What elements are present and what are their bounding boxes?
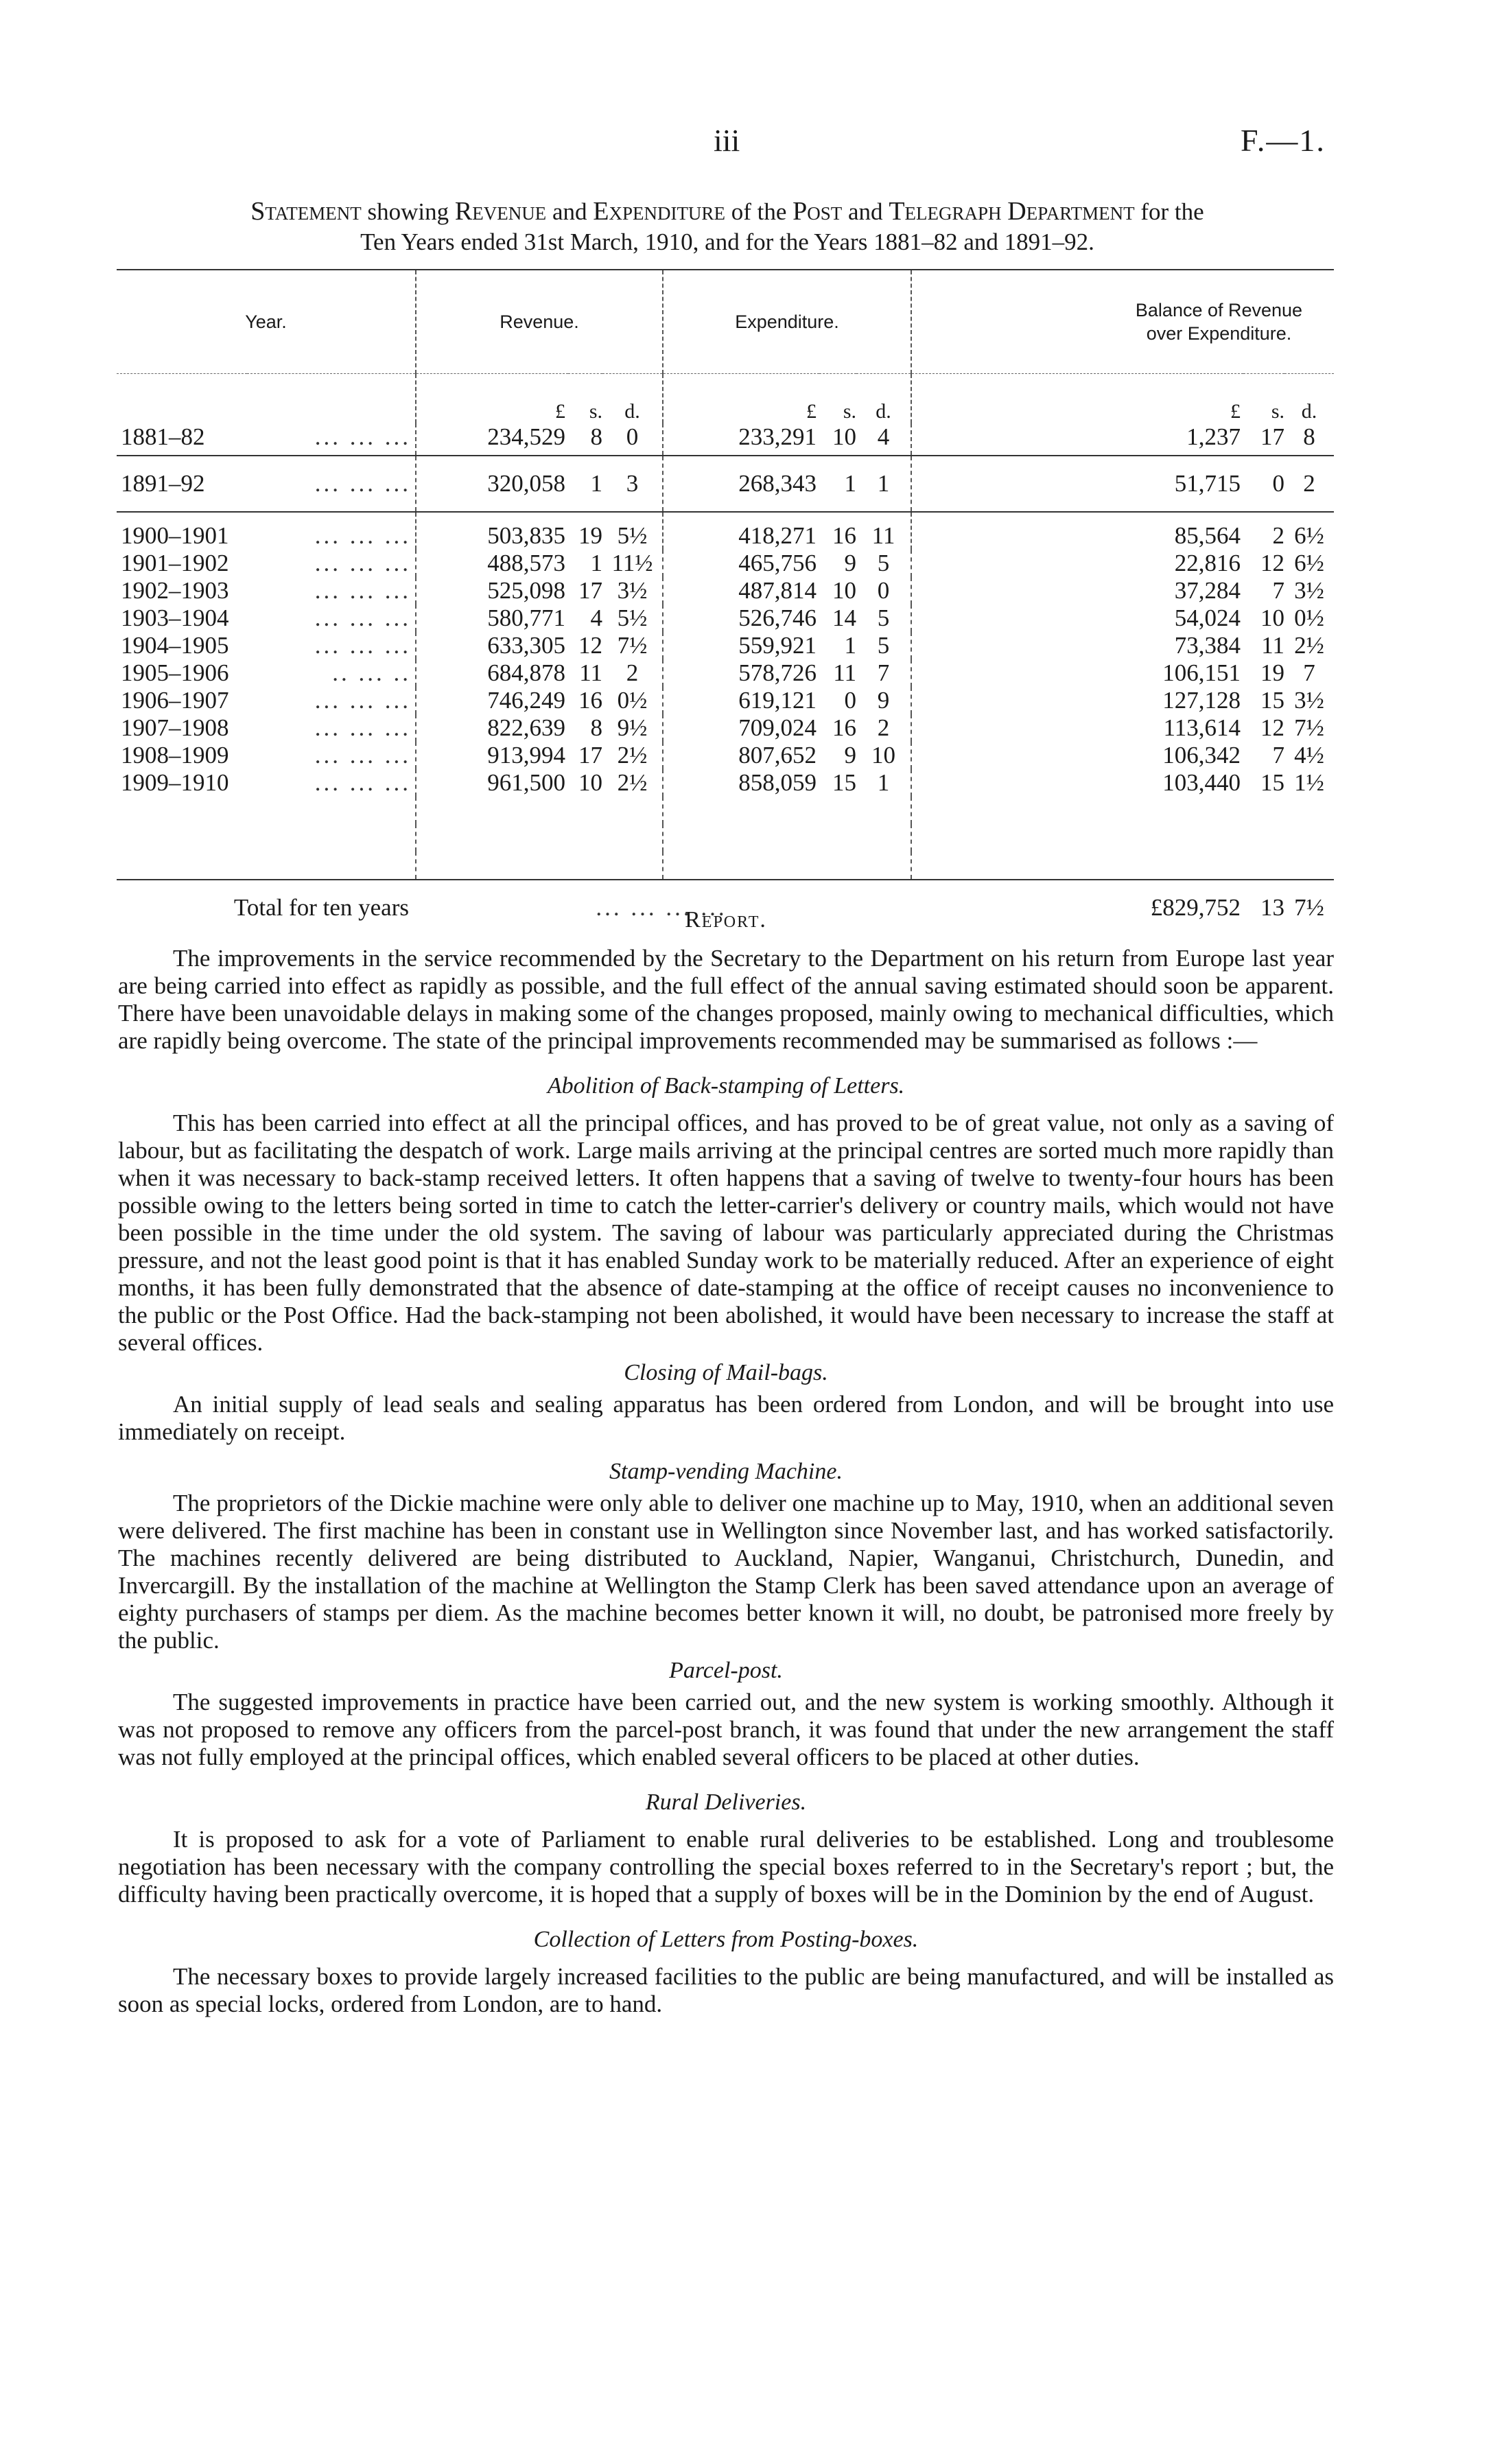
table-cell: 1 [856,769,911,797]
table-cell: 1905–1906 [121,659,229,686]
table-row [117,797,1334,824]
table-cell: 503,835 [487,522,565,549]
table-cell: 709,024 [738,714,817,741]
table-cell: 487,814 [738,577,817,604]
table-cell: 684,878 [487,659,565,686]
table-cell: 619,121 [738,687,817,714]
section-paragraph: An initial supply of lead seals and sealing apparatus has been ordered from London, and will be brought into use immediately on receipt. [118,1391,1334,1445]
section-heading: Rural Deliveries. [645,1790,807,1815]
report-heading: Report. [685,907,767,932]
table-cell: 11 [579,659,602,686]
table-cell: 9 [844,550,856,576]
table-cell: 1½ [1294,769,1324,796]
table-row [117,632,1334,659]
header-balance: Balance of Revenue over Expenditure. [911,270,1334,374]
table-cell: 2½ [602,742,663,769]
table-cell: 19 [1260,659,1284,686]
table-cell: 1900–1901 [121,522,229,549]
table-cell: 7 [1272,577,1284,604]
table-row [117,423,1334,456]
table-cell [416,824,568,852]
table-cell: 525,098 [487,577,565,604]
table-cell: 16 [832,714,856,741]
table-cell: 0 [602,423,663,456]
table-cell: 2 [856,714,911,742]
table-cell: 465,756 [738,550,817,576]
table-cell: ... ... ... [247,577,416,605]
table-row [117,605,1334,632]
table-row [117,742,1334,769]
table-cell: 113,614 [1163,714,1241,741]
table-row [117,824,1334,852]
table-cell: 1904–1905 [121,632,229,659]
table-cell: 233,291 [738,423,817,450]
table-cell: 9 [856,687,911,714]
table-cell: 268,343 [663,456,819,512]
table-cell: ... ... ... [247,742,416,769]
table-cell: 320,058 [416,456,568,512]
page-reference: F.—1. [1241,123,1326,158]
table-row [117,550,1334,577]
table-cell: 1 [590,550,602,576]
table-cell: 106,342 [1162,742,1241,768]
table-cell: 54,024 [1174,605,1241,631]
table-cell: ... ... ... [247,605,416,632]
table-cell: 1 [844,632,856,659]
table-cell: 0 [844,687,856,714]
table-cell [911,824,1243,852]
table-cell [663,852,819,880]
table-cell: £ [1230,400,1241,423]
table-cell: 11 [856,512,911,550]
table-cell: 11 [1261,632,1284,659]
section-paragraph: It is proposed to ask for a vote of Parliament to enable rural deliveries to be established. Long and troublesome negotiation has been necessary with the company controlling the special boxes referred to in the Secretary's report ; but, the difficulty having been practically overcome, it is hoped that a supply of boxes will be in the Dominion by the end of August. [118,1826,1334,1908]
table-cell: 7 [1272,742,1284,768]
table-cell [117,374,416,424]
table-cell: 17 [578,577,602,604]
table-header-row [117,270,1334,374]
table-cell: 1891–92 [117,456,247,512]
table-cell: 7½ [602,632,663,659]
table-cell: ... ... ... [247,687,416,714]
table-cell: 10 [1260,605,1284,631]
table-cell: .. ... .. [247,659,416,687]
report-section [118,895,1334,2018]
table-cell: 1 [819,456,856,512]
table-cell: 858,059 [738,769,817,796]
table-cell: 0½ [602,687,663,714]
table-cell: 1901–1902 [121,550,229,576]
table-cell: 4 [590,605,602,631]
table-cell: 14 [832,605,856,631]
table-cell: 1906–1907 [121,687,229,714]
table-cell: 633,305 [487,632,565,659]
table-cell [856,797,911,824]
table-cell [416,797,568,824]
table-cell: £ [806,400,817,423]
table-row [117,852,1334,880]
header-year: Year. [117,270,416,374]
report-intro: The improvements in the service recommended by the Secretary to the Department on his return from Europe last year are being carried into effect as rapidly as possible, and the full effect of the annual saving estimated should soon be apparent. There have been unavoidable delays in making some of the changes proposed, mainly owing to mechanical difficulties, which are rapidly being overcome. The state of the principal improvements recommended may be summarised as follows :— [118,945,1334,1054]
table-cell: 11½ [602,550,663,577]
table-cell: 1,237 [1186,423,1241,450]
page-number: iii [714,123,740,158]
table-cell: 1903–1904 [121,605,229,631]
table-cell: 11 [833,659,856,686]
table-cell [117,797,247,824]
table-cell: 22,816 [1174,550,1241,576]
table-cell [856,852,911,880]
section-heading: Abolition of Back-stamping of Letters. [547,1073,905,1099]
table-cell: 3½ [602,577,663,605]
table-cell [1243,824,1284,852]
section-paragraph: The proprietors of the Dickie machine were only able to deliver one machine up to May, 1910, when an additional seven were delivered. The first machine has been in constant use in Wellington since November last, and has worked satisfactorily. The machines recently delivered are being distributed to Auckland, Napier, Wanganui, Christchurch, Dunedin, and Invercargill. By the installation of the machine at Wellington the Stamp Clerk has been saved attendance upon an average of eighty purchasers of stamps per diem. As the machine becomes better known it will, no doubt, be patronised more freely by the public. [118,1490,1334,1654]
section-paragraph: The suggested improvements in practice have been carried out, and the new system is working smoothly. Although it was not proposed to remove any officers from the parcel-post branch, it was found that under the new arrangement the staff was not fully employed at the principal offices, which enabled several officers to be placed at other duties. [118,1689,1334,1770]
section-paragraph: This has been carried into effect at all the principal offices, and has proved to be of great value, not only as a saving of labour, but as facilitating the despatch of work. Large mails arriving at the principal centres are sorted much more rapidly than when it was necessary to back-stamp received letters. It often happens that a saving of twelve to twenty-four hours has been possible owing to the letters being sorted in time to catch the letter-carrier's delivery or country mails, which would not have been possible in the time under the old system. The saving of labour was particularly appreciated during the Christmas pressure, and not the least good point is that it has enabled Sunday work to be materially reduced. After an experience of eight months, it has been fully demonstrated that the absence of date-stamping at the office of receipt causes no inconvenience to the public or the Post Office. Had the back-stamping not been abolished, it would have been necessary to increase the staff at several offices. [118,1110,1334,1356]
table-cell: d. [856,374,911,424]
table-cell: 127,128 [1162,687,1241,714]
table-cell: ... ... ... [247,714,416,742]
table-cell: 2 [602,659,663,687]
table-cell: 578,726 [738,659,817,686]
table-cell [568,852,602,880]
table-cell [1284,797,1334,824]
table-cell [1284,824,1334,852]
table-cell: 10 [832,577,856,604]
table-cell [247,852,416,880]
table-cell: 8 [1303,423,1315,450]
table-cell: Total for ten years [117,880,416,935]
table-cell [117,824,247,852]
section-heading: Collection of Letters from Posting-boxes. [533,1927,919,1952]
table-cell [663,824,819,852]
table-cell: 5½ [602,605,663,632]
table-cell: s. [843,400,856,423]
table-cell: 15 [1260,687,1284,714]
table-cell: 7½ [1284,880,1334,935]
table-cell: ... ... ... [247,423,416,456]
revenue-expenditure-table [117,269,1334,935]
table-cell [568,824,602,852]
table-cell: ... ... ... [247,456,416,512]
table-cell: 5 [856,550,911,577]
table-cell: 3½ [1294,687,1324,714]
table-cell: d. [1301,400,1317,423]
table-row [117,577,1334,605]
table-cell: 12 [1260,714,1284,741]
section-paragraph: The necessary boxes to provide largely increased facilities to the public are being manufactured, and will be installed as soon as special locks, ordered from London, are to hand. [118,1963,1334,2017]
table-cell: 1908–1909 [121,742,229,768]
table-cell: 73,384 [1174,632,1241,659]
table-cell: 234,529 [487,423,565,450]
table-row [117,512,1334,550]
table-cell: d. [602,374,663,424]
table-cell: 7 [1303,659,1315,686]
table-cell: 7½ [1294,714,1324,741]
table-cell [856,824,911,852]
table-cell: £ [555,400,565,423]
table-cell: 2 [1284,456,1334,512]
table-cell: 2½ [1294,632,1324,659]
table-cell: 6½ [1294,522,1324,549]
table-cell: 3½ [1294,577,1324,604]
table-cell: 1881–82 [121,423,205,450]
table-cell: ... ... ... [247,550,416,577]
table-cell: 9½ [602,714,663,742]
table-row [117,687,1334,714]
table-row [117,769,1334,797]
table-cell: s. [1271,400,1284,423]
table-cell: 1909–1910 [121,769,229,796]
table-cell: 16 [832,522,856,549]
table-cell: ... ... ... ... [416,880,911,935]
table-cell [1243,797,1284,824]
table-cell: 51,715 [911,456,1243,512]
table-cell [602,824,663,852]
table-cell: 0 [1243,456,1284,512]
table-cell: 0 [856,577,911,605]
header-expenditure: Expenditure. [663,270,911,374]
table-cell: 85,564 [1174,522,1241,549]
table-cell: ... ... ... [247,632,416,659]
section-heading: Parcel-post. [669,1658,783,1683]
table-cell: 13 [1243,880,1284,935]
table-cell: 12 [578,632,602,659]
table-cell: 5½ [602,512,663,550]
table-cell: 5 [856,605,911,632]
table-cell: 559,921 [738,632,817,659]
table-cell: 15 [832,769,856,796]
table-cell: 5 [856,632,911,659]
units-row [117,374,1334,424]
table-cell: 16 [578,687,602,714]
table-cell: 9 [844,742,856,768]
table-cell: 10 [856,742,911,769]
table-cell: 19 [578,522,602,549]
table-cell: 4½ [1294,742,1324,768]
table-cell: 3 [602,456,663,512]
table-cell: £829,752 [911,880,1243,935]
table-cell: 8 [590,714,602,741]
table-cell: 15 [1260,769,1284,796]
table-cell: 12 [1260,550,1284,576]
table-cell: 6½ [1294,550,1324,576]
table-cell: ... ... ... [247,769,416,797]
table-cell: 37,284 [1174,577,1241,604]
table-cell [1243,852,1284,880]
table-cell: 7 [856,659,911,687]
table-cell: 4 [856,423,911,456]
table-cell: 526,746 [738,605,817,631]
table-cell: 10 [578,769,602,796]
table-cell: 961,500 [487,769,565,796]
table-cell [911,852,1243,880]
table-cell [1284,852,1334,880]
table-cell [819,824,856,852]
table-cell: 17 [578,742,602,768]
table-cell: 1 [568,456,602,512]
table-row [117,456,1334,512]
table-cell: s. [589,400,602,423]
table-cell: 488,573 [487,550,565,576]
table-cell [819,852,856,880]
table-cell: 580,771 [487,605,565,631]
table-cell: 2 [1272,522,1284,549]
table-cell [416,852,568,880]
table-cell: 746,249 [487,687,565,714]
table-cell [819,797,856,824]
table-row [117,714,1334,742]
table-cell [247,797,416,824]
table-cell: 913,994 [487,742,565,768]
section-heading: Stamp-vending Machine. [609,1459,843,1484]
table-cell: 2½ [602,769,663,797]
table-cell [602,797,663,824]
table-cell: 418,271 [738,522,817,549]
table-cell: 807,652 [738,742,817,768]
section-heading: Closing of Mail-bags. [624,1360,828,1385]
statement-title: Statement showing Revenue and Expenditure of the Post and Telegraph Department for the Ten Years ended 31st March, 1910, and for the Years 1881–82 and 1891–92. [250,197,1204,255]
table-cell: 103,440 [1162,769,1241,796]
table-cell: ... ... ... [247,512,416,550]
table-cell [247,824,416,852]
table-cell [911,797,1243,824]
table-cell: 1907–1908 [121,714,229,741]
table-cell [602,852,663,880]
table-cell: 0½ [1294,605,1324,631]
table-cell [663,797,819,824]
header-revenue: Revenue. [416,270,663,374]
table-cell: 106,151 [1162,659,1241,686]
table-cell: 822,639 [487,714,565,741]
table-row [117,659,1334,687]
table-cell: 8 [590,423,602,450]
table-cell: 1902–1903 [121,577,229,604]
table-cell [117,852,247,880]
table-cell [568,797,602,824]
table-cell: 1 [856,456,911,512]
table-cell: 10 [832,423,856,450]
table-cell: 17 [1260,423,1284,450]
